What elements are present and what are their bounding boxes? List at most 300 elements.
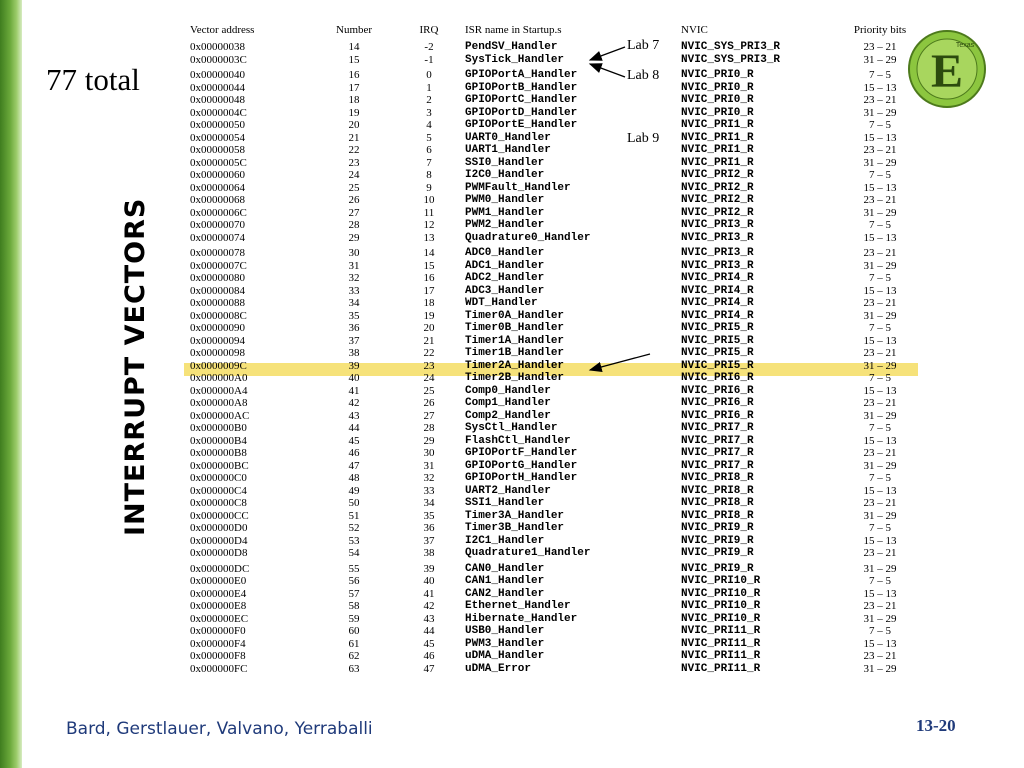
cell-vector-address: 0x000000D8 [190, 547, 248, 559]
lab8-arrow [590, 64, 625, 77]
cell-priority-bits: 31 – 29 [863, 562, 897, 575]
cell-vector-address: 0x00000038 [190, 41, 245, 53]
cell-irq: 39 [423, 562, 435, 575]
cell-number: 60 [348, 625, 360, 637]
cell-nvic: NVIC_PRI5_R [681, 347, 754, 359]
header-irq: IRQ [419, 24, 439, 36]
footer-page-number: 13-20 [916, 716, 956, 735]
cell-priority-bits: 7 – 5 [869, 119, 891, 131]
cell-number: 45 [348, 434, 360, 447]
lab9-label: Lab 9 [627, 131, 660, 146]
cell-irq: 34 [423, 497, 435, 509]
cell-number: 41 [348, 384, 360, 397]
cell-isr-name: GPIOPortG_Handler [465, 459, 578, 472]
cell-number: 16 [348, 69, 360, 81]
total-vectors-label: 77 total [46, 62, 140, 97]
cell-vector-address: 0x000000B0 [190, 422, 247, 434]
cell-vector-address: 0x000000E0 [190, 575, 247, 587]
cell-nvic: NVIC_PRI9_R [681, 522, 754, 534]
cell-number: 56 [348, 575, 360, 587]
cell-number: 46 [348, 447, 360, 459]
cell-nvic: NVIC_PRI10_R [681, 612, 761, 625]
cell-priority-bits: 15 – 13 [863, 384, 897, 397]
cell-isr-name: Quadrature1_Handler [465, 547, 591, 559]
cell-irq: 32 [423, 472, 435, 484]
cell-priority-bits: 23 – 21 [863, 194, 897, 206]
cell-nvic: NVIC_PRI2_R [681, 181, 754, 194]
cell-nvic: NVIC_PRI11_R [681, 625, 761, 637]
cell-nvic: NVIC_PRI10_R [681, 600, 761, 612]
lab7-arrow [590, 47, 625, 60]
cell-number: 44 [348, 422, 360, 434]
cell-irq: 36 [423, 522, 435, 534]
cell-priority-bits: 23 – 21 [863, 600, 897, 612]
cell-irq: 10 [423, 194, 435, 206]
cell-isr-name: PWM2_Handler [465, 219, 545, 231]
cell-vector-address: 0x000000C4 [190, 484, 247, 497]
cell-nvic: NVIC_PRI11_R [681, 662, 761, 675]
cell-isr-name: uDMA_Error [465, 662, 532, 675]
cell-number: 14 [348, 41, 360, 53]
cell-vector-address: 0x000000D4 [190, 534, 248, 547]
cell-irq: -1 [424, 53, 434, 66]
cell-vector-address: 0x000000F4 [190, 637, 246, 650]
cell-priority-bits: 15 – 13 [863, 231, 897, 244]
cell-priority-bits: 15 – 13 [863, 81, 897, 94]
cell-number: 36 [348, 322, 360, 334]
cell-priority-bits: 31 – 29 [863, 459, 897, 472]
cell-priority-bits: 7 – 5 [869, 575, 891, 587]
cell-number: 26 [348, 194, 360, 206]
cell-nvic: NVIC_PRI8_R [681, 472, 754, 484]
cell-priority-bits: 7 – 5 [869, 219, 891, 231]
cell-vector-address: 0x00000044 [190, 81, 245, 94]
cell-vector-address: 0x000000FC [190, 662, 248, 675]
cell-number: 40 [348, 372, 360, 384]
cell-vector-address: 0x000000B8 [190, 447, 247, 459]
cell-nvic: NVIC_PRI2_R [681, 206, 754, 219]
cell-vector-address: 0x00000078 [190, 247, 245, 259]
cell-vector-address: 0x0000005C [190, 156, 247, 169]
cell-priority-bits: 23 – 21 [863, 247, 897, 259]
cell-priority-bits: 31 – 29 [863, 662, 897, 675]
cell-isr-name: Timer1A_Handler [465, 334, 565, 347]
cell-vector-address: 0x0000008C [190, 309, 247, 322]
cell-irq: 9 [426, 181, 432, 194]
cell-nvic: NVIC_PRI5_R [681, 322, 754, 334]
cell-nvic: NVIC_PRI4_R [681, 297, 754, 309]
cell-isr-name: Timer1B_Handler [465, 347, 565, 359]
cell-nvic: NVIC_PRI0_R [681, 106, 754, 119]
cell-isr-name: UART0_Handler [465, 131, 551, 144]
cell-nvic: NVIC_PRI0_R [681, 81, 754, 94]
cell-nvic: NVIC_PRI6_R [681, 397, 754, 409]
cell-irq: 12 [423, 219, 435, 231]
cell-nvic: NVIC_PRI1_R [681, 119, 754, 131]
cell-number: 28 [348, 219, 360, 231]
cell-irq: 41 [423, 587, 435, 600]
cell-irq: 1 [426, 81, 432, 94]
cell-vector-address: 0x00000084 [190, 284, 245, 297]
cell-number: 49 [348, 484, 360, 497]
cell-vector-address: 0x000000EC [190, 612, 249, 625]
cell-irq: 43 [423, 612, 435, 625]
cell-vector-address: 0x000000AC [190, 409, 250, 422]
cell-vector-address: 0x0000004C [190, 106, 247, 119]
cell-irq: 29 [423, 434, 435, 447]
cell-priority-bits: 7 – 5 [869, 372, 891, 384]
cell-number: 24 [348, 169, 360, 181]
cell-nvic: NVIC_PRI7_R [681, 459, 754, 472]
cell-vector-address: 0x000000CC [190, 509, 249, 522]
cell-vector-address: 0x0000007C [190, 259, 247, 272]
cell-isr-name: GPIOPortC_Handler [465, 94, 578, 106]
texas-e-logo [907, 29, 987, 109]
cell-irq: 3 [426, 106, 432, 119]
cell-priority-bits: 31 – 29 [863, 509, 897, 522]
cell-isr-name: GPIOPortH_Handler [465, 472, 578, 484]
cell-priority-bits: 31 – 29 [863, 106, 897, 119]
cell-number: 31 [348, 259, 360, 272]
cell-priority-bits: 15 – 13 [863, 587, 897, 600]
header-priority-bits: Priority bits [853, 24, 907, 36]
cell-isr-name: uDMA_Handler [465, 650, 545, 662]
cell-priority-bits: 31 – 29 [863, 359, 897, 372]
cell-irq: 46 [423, 650, 435, 662]
cell-number: 19 [348, 106, 360, 119]
cell-priority-bits: 23 – 21 [863, 547, 897, 559]
lab8-label: Lab 8 [627, 68, 660, 83]
lab9-arrow [590, 354, 650, 370]
cell-irq: -2 [424, 41, 434, 53]
cell-vector-address: 0x00000080 [190, 272, 245, 284]
cell-isr-name: GPIOPortD_Handler [465, 106, 578, 119]
cell-irq: 37 [423, 534, 435, 547]
cell-number: 21 [348, 131, 360, 144]
cell-number: 47 [348, 459, 360, 472]
cell-vector-address: 0x00000058 [190, 144, 245, 156]
cell-priority-bits: 23 – 21 [863, 397, 897, 409]
cell-vector-address: 0x00000068 [190, 194, 245, 206]
cell-priority-bits: 23 – 21 [863, 650, 897, 662]
cell-isr-name: PWMFault_Handler [465, 181, 571, 194]
cell-priority-bits: 23 – 21 [863, 497, 897, 509]
cell-vector-address: 0x00000040 [190, 69, 245, 81]
cell-vector-address: 0x00000050 [190, 119, 245, 131]
cell-isr-name: Hibernate_Handler [465, 612, 578, 625]
cell-priority-bits: 7 – 5 [869, 522, 891, 534]
cell-vector-address: 0x000000DC [190, 562, 250, 575]
cell-nvic: NVIC_PRI3_R [681, 259, 754, 272]
cell-number: 23 [348, 156, 360, 169]
cell-priority-bits: 31 – 29 [863, 309, 897, 322]
cell-isr-name: SysCtl_Handler [465, 422, 558, 434]
cell-irq: 31 [423, 459, 435, 472]
cell-nvic: NVIC_PRI6_R [681, 409, 754, 422]
cell-isr-name: SysTick_Handler [465, 53, 565, 66]
cell-isr-name: GPIOPortF_Handler [465, 447, 578, 459]
cell-nvic: NVIC_PRI3_R [681, 247, 754, 259]
cell-vector-address: 0x000000A4 [190, 384, 248, 397]
cell-vector-address: 0x00000088 [190, 297, 245, 309]
cell-irq: 20 [423, 322, 435, 334]
cell-nvic: NVIC_PRI1_R [681, 156, 754, 169]
cell-vector-address: 0x000000BC [190, 459, 249, 472]
cell-isr-name: SSI1_Handler [465, 497, 545, 509]
cell-priority-bits: 31 – 29 [863, 612, 897, 625]
cell-nvic: NVIC_SYS_PRI3_R [681, 53, 781, 66]
cell-nvic: NVIC_PRI10_R [681, 587, 761, 600]
cell-vector-address: 0x00000098 [190, 347, 245, 359]
cell-number: 52 [348, 522, 360, 534]
cell-isr-name: Timer2A_Handler [465, 359, 565, 372]
cell-isr-name: GPIOPortA_Handler [465, 69, 578, 81]
lab7-label: Lab 7 [627, 38, 660, 53]
cell-nvic: NVIC_PRI7_R [681, 447, 754, 459]
cell-irq: 28 [423, 422, 435, 434]
cell-irq: 4 [426, 119, 432, 131]
cell-isr-name: Timer2B_Handler [465, 372, 565, 384]
cell-irq: 11 [423, 206, 435, 219]
cell-vector-address: 0x00000054 [190, 131, 245, 144]
cell-irq: 14 [423, 247, 435, 259]
cell-priority-bits: 23 – 21 [863, 41, 897, 53]
header-vector-address: Vector address [190, 24, 255, 36]
cell-nvic: NVIC_PRI8_R [681, 484, 754, 497]
cell-nvic: NVIC_PRI11_R [681, 650, 761, 662]
cell-vector-address: 0x000000A8 [190, 397, 248, 409]
cell-irq: 6 [426, 144, 432, 156]
cell-isr-name: ADC1_Handler [465, 259, 545, 272]
cell-vector-address: 0x00000090 [190, 322, 245, 334]
cell-priority-bits: 31 – 29 [863, 53, 897, 66]
cell-isr-name: GPIOPortB_Handler [465, 81, 578, 94]
cell-nvic: NVIC_PRI3_R [681, 219, 754, 231]
cell-irq: 2 [426, 94, 432, 106]
cell-vector-address: 0x00000060 [190, 169, 245, 181]
cell-nvic: NVIC_PRI8_R [681, 509, 754, 522]
cell-number: 33 [348, 284, 360, 297]
cell-irq: 16 [423, 272, 435, 284]
cell-nvic: NVIC_PRI1_R [681, 144, 754, 156]
cell-isr-name: PWM3_Handler [465, 637, 545, 650]
cell-priority-bits: 23 – 21 [863, 144, 897, 156]
cell-irq: 15 [423, 259, 435, 272]
cell-vector-address: 0x000000B4 [190, 434, 247, 447]
cell-isr-name: UART1_Handler [465, 144, 551, 156]
footer-authors: Bard, Gerstlauer, Valvano, Yerraballi [66, 719, 373, 739]
cell-nvic: NVIC_PRI6_R [681, 384, 754, 397]
cell-vector-address: 0x000000F8 [190, 650, 246, 662]
cell-number: 30 [348, 247, 360, 259]
cell-priority-bits: 15 – 13 [863, 131, 897, 144]
cell-irq: 27 [423, 409, 435, 422]
cell-number: 37 [348, 334, 360, 347]
cell-number: 42 [348, 397, 360, 409]
cell-number: 61 [348, 637, 360, 650]
cell-priority-bits: 23 – 21 [863, 297, 897, 309]
cell-nvic: NVIC_PRI4_R [681, 284, 754, 297]
cell-isr-name: I2C1_Handler [465, 534, 545, 547]
header-number: Number [336, 24, 373, 36]
cell-number: 18 [348, 94, 360, 106]
cell-number: 15 [348, 53, 360, 66]
cell-number: 58 [348, 600, 360, 612]
cell-priority-bits: 7 – 5 [869, 625, 891, 637]
cell-irq: 0 [426, 69, 432, 81]
cell-vector-address: 0x00000094 [190, 334, 245, 347]
cell-isr-name: ADC0_Handler [465, 247, 545, 259]
cell-irq: 44 [423, 625, 435, 637]
cell-irq: 7 [426, 156, 432, 169]
cell-isr-name: GPIOPortE_Handler [465, 119, 578, 131]
cell-number: 57 [348, 587, 360, 600]
cell-priority-bits: 15 – 13 [863, 284, 897, 297]
cell-irq: 19 [423, 309, 435, 322]
cell-irq: 24 [423, 372, 435, 384]
cell-irq: 42 [423, 600, 435, 612]
cell-priority-bits: 7 – 5 [869, 472, 891, 484]
cell-priority-bits: 15 – 13 [863, 534, 897, 547]
cell-vector-address: 0x00000074 [190, 231, 245, 244]
cell-isr-name: USB0_Handler [465, 625, 545, 637]
cell-priority-bits: 15 – 13 [863, 334, 897, 347]
cell-irq: 5 [426, 131, 432, 144]
logo-letter: E [930, 45, 964, 98]
cell-priority-bits: 31 – 29 [863, 156, 897, 169]
cell-nvic: NVIC_PRI9_R [681, 562, 754, 575]
cell-isr-name: ADC2_Handler [465, 272, 545, 284]
cell-nvic: NVIC_PRI8_R [681, 497, 754, 509]
cell-irq: 38 [423, 547, 435, 559]
cell-isr-name: Ethernet_Handler [465, 600, 571, 612]
cell-priority-bits: 15 – 13 [863, 484, 897, 497]
cell-vector-address: 0x000000E4 [190, 587, 247, 600]
cell-isr-name: Timer3A_Handler [465, 509, 565, 522]
header-isr-name: ISR name in Startup.s [465, 24, 562, 36]
cell-priority-bits: 23 – 21 [863, 347, 897, 359]
cell-isr-name: WDT_Handler [465, 297, 538, 309]
cell-nvic: NVIC_PRI7_R [681, 434, 754, 447]
cell-number: 38 [348, 347, 360, 359]
cell-irq: 23 [423, 359, 435, 372]
cell-nvic: NVIC_PRI2_R [681, 169, 754, 181]
cell-number: 63 [348, 662, 360, 675]
header-nvic: NVIC [681, 24, 708, 36]
cell-vector-address: 0x00000064 [190, 181, 245, 194]
cell-irq: 22 [423, 347, 435, 359]
cell-irq: 30 [423, 447, 435, 459]
cell-irq: 8 [426, 169, 432, 181]
cell-vector-address: 0x0000003C [190, 53, 247, 66]
cell-vector-address: 0x000000D0 [190, 522, 248, 534]
cell-number: 29 [348, 231, 360, 244]
cell-irq: 21 [423, 334, 435, 347]
cell-number: 35 [348, 309, 360, 322]
cell-vector-address: 0x000000F0 [190, 625, 246, 637]
cell-isr-name: Comp2_Handler [465, 409, 551, 422]
cell-irq: 25 [423, 384, 435, 397]
cell-nvic: NVIC_PRI4_R [681, 272, 754, 284]
cell-nvic: NVIC_SYS_PRI3_R [681, 41, 781, 53]
cell-nvic: NVIC_PRI5_R [681, 334, 754, 347]
cell-isr-name: CAN1_Handler [465, 575, 545, 587]
cell-number: 39 [348, 359, 360, 372]
cell-vector-address: 0x00000070 [190, 219, 245, 231]
cell-isr-name: I2C0_Handler [465, 169, 545, 181]
cell-nvic: NVIC_PRI9_R [681, 534, 754, 547]
cell-vector-address: 0x000000E8 [190, 600, 247, 612]
cell-nvic: NVIC_PRI5_R [681, 359, 754, 372]
cell-irq: 45 [423, 637, 435, 650]
cell-irq: 13 [423, 231, 435, 244]
cell-priority-bits: 15 – 13 [863, 637, 897, 650]
cell-number: 55 [348, 562, 360, 575]
cell-vector-address: 0x000000C0 [190, 472, 247, 484]
cell-isr-name: Timer3B_Handler [465, 522, 565, 534]
cell-irq: 33 [423, 484, 435, 497]
cell-nvic: NVIC_PRI0_R [681, 94, 754, 106]
cell-priority-bits: 7 – 5 [869, 422, 891, 434]
cell-isr-name: FlashCtl_Handler [465, 434, 571, 447]
slide-title-vertical: INTERRUPT VECTORS [120, 197, 151, 536]
cell-isr-name: SSI0_Handler [465, 156, 545, 169]
cell-nvic: NVIC_PRI9_R [681, 547, 754, 559]
cell-number: 59 [348, 612, 360, 625]
cell-number: 50 [348, 497, 360, 509]
cell-priority-bits: 23 – 21 [863, 94, 897, 106]
cell-nvic: NVIC_PRI11_R [681, 637, 761, 650]
cell-number: 25 [348, 181, 360, 194]
cell-isr-name: Quadrature0_Handler [465, 231, 591, 244]
cell-vector-address: 0x0000009C [190, 359, 247, 372]
cell-isr-name: Timer0B_Handler [465, 322, 565, 334]
cell-number: 32 [348, 272, 360, 284]
cell-priority-bits: 15 – 13 [863, 181, 897, 194]
cell-isr-name: PWM1_Handler [465, 206, 545, 219]
cell-irq: 35 [423, 509, 435, 522]
logo-text: Texas [955, 42, 975, 49]
cell-nvic: NVIC_PRI3_R [681, 231, 754, 244]
cell-isr-name: Comp0_Handler [465, 384, 551, 397]
cell-number: 22 [348, 144, 360, 156]
cell-isr-name: PWM0_Handler [465, 194, 545, 206]
cell-irq: 26 [423, 397, 435, 409]
cell-number: 54 [348, 547, 360, 559]
cell-vector-address: 0x000000C8 [190, 497, 247, 509]
cell-isr-name: Comp1_Handler [465, 397, 551, 409]
cell-isr-name: PendSV_Handler [465, 41, 558, 53]
cell-isr-name: UART2_Handler [465, 484, 551, 497]
cell-nvic: NVIC_PRI4_R [681, 309, 754, 322]
cell-priority-bits: 31 – 29 [863, 206, 897, 219]
cell-number: 20 [348, 119, 360, 131]
cell-priority-bits: 31 – 29 [863, 259, 897, 272]
cell-isr-name: ADC3_Handler [465, 284, 545, 297]
cell-priority-bits: 23 – 21 [863, 447, 897, 459]
cell-number: 43 [348, 409, 360, 422]
cell-irq: 40 [423, 575, 435, 587]
cell-number: 48 [348, 472, 360, 484]
cell-vector-address: 0x0000006C [190, 206, 247, 219]
cell-nvic: NVIC_PRI0_R [681, 69, 754, 81]
cell-irq: 17 [423, 284, 435, 297]
cell-nvic: NVIC_PRI6_R [681, 372, 754, 384]
cell-priority-bits: 7 – 5 [869, 272, 891, 284]
cell-irq: 47 [423, 662, 435, 675]
cell-number: 51 [348, 509, 360, 522]
cell-vector-address: 0x000000A0 [190, 372, 248, 384]
